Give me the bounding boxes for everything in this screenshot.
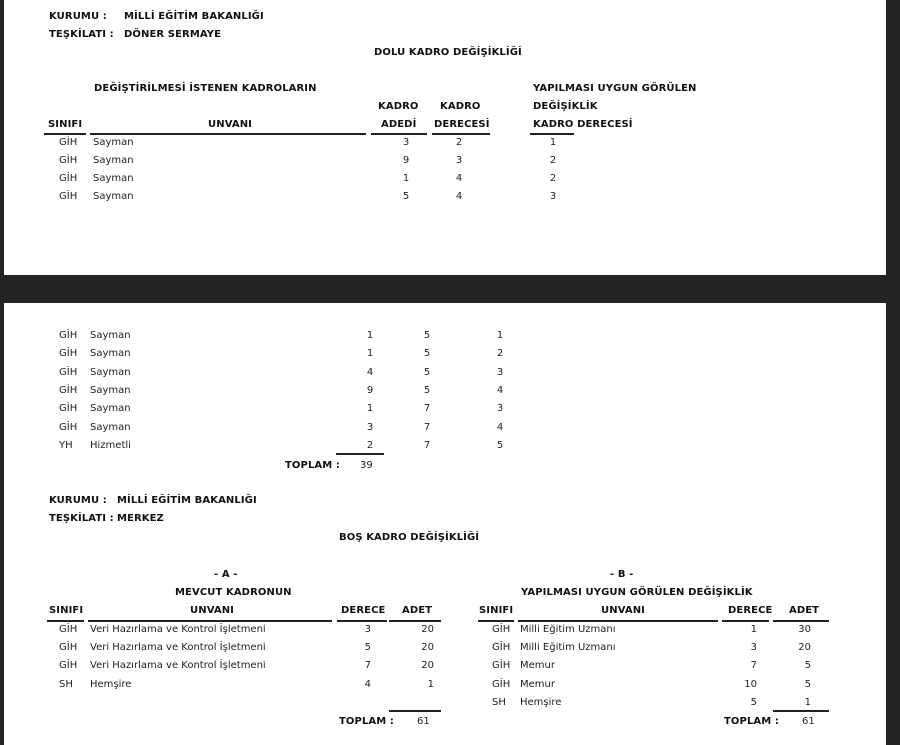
cell-kadro-adedi: 9	[366, 384, 374, 396]
cell-kadro-derecesi: 5	[423, 384, 431, 396]
cell-derece: 1	[750, 624, 757, 635]
section-b-header-sinifi: SINIFI	[479, 605, 514, 616]
header-yeni-derece: KADRO DERECESİ	[533, 119, 633, 130]
header-kadro-derecesi-2: DERECESİ	[434, 119, 490, 130]
teskilati-label: TEŞKİLATI :	[49, 29, 114, 40]
kurumu-label: KURUMU :	[49, 11, 107, 22]
cell-yeni-derece: 1	[549, 137, 557, 148]
cell-adet: 5	[804, 678, 811, 690]
document-page-1	[4, 0, 886, 275]
section-b-marker: - B -	[610, 569, 634, 580]
cell-adet: 20	[421, 660, 434, 672]
cell-unvani: Memur	[520, 678, 555, 690]
section-a-underline-sinifi	[47, 620, 84, 622]
cell-sinifi: GİH	[59, 155, 78, 166]
cell-kadro-derecesi: 7	[423, 439, 431, 451]
section-a-toplam-label: TOPLAM :	[339, 716, 394, 727]
section-a-header-unvani: UNVANI	[190, 605, 234, 616]
cell-adet: 5	[804, 660, 811, 672]
header-unvani: UNVANI	[208, 119, 252, 130]
cell-derece: 7	[364, 660, 371, 672]
section-b-underline-derece	[722, 620, 769, 622]
cell-sinifi: GİH	[59, 624, 78, 635]
cell-unvani: Sayman	[93, 173, 134, 184]
cell-adet: 20	[421, 642, 434, 654]
section-b-header-adet: ADET	[789, 605, 820, 616]
cell-unvani: Veri Hazırlama ve Kontrol İşletmeni	[90, 624, 266, 635]
cell-yeni-derece: 2	[549, 173, 557, 184]
document-page-2	[4, 303, 886, 745]
cell-yeni-derece: 2	[496, 348, 504, 360]
cell-unvani: Sayman	[93, 137, 134, 148]
section-b-header-derece: DERECE	[728, 605, 773, 616]
cell-derece: 5	[364, 642, 371, 654]
cell-sinifi: GİH	[59, 191, 78, 202]
cell-kadro-adedi: 5	[402, 191, 410, 202]
cell-yeni-derece: 5	[496, 439, 504, 451]
section-a-underline-adet	[389, 620, 441, 622]
cell-adet: 1	[427, 678, 434, 690]
cell-sinifi: GİH	[492, 660, 511, 672]
cell-unvani: Memur	[520, 660, 555, 672]
teskilati-value-2: MERKEZ	[117, 513, 164, 524]
right-group-heading-1: YAPILMASI UYGUN GÖRÜLEN	[533, 83, 697, 94]
cell-sinifi: GİH	[492, 678, 511, 690]
page-title-2: BOŞ KADRO DEĞİŞİKLİĞİ	[339, 532, 480, 543]
cell-kadro-derecesi: 3	[455, 155, 463, 166]
section-a-underline-toplam	[389, 710, 441, 712]
cell-unvani: Veri Hazırlama ve Kontrol İşletmeni	[90, 660, 266, 672]
teskilati-label-2: TEŞKİLATI :	[49, 513, 114, 524]
cell-kadro-derecesi: 7	[423, 403, 431, 415]
section-b-underline-unvani	[518, 620, 718, 622]
section-a-header-derece: DERECE	[341, 605, 386, 616]
cell-unvani: Milli Eğitim Uzmanı	[520, 624, 616, 635]
kurumu-value: MİLLİ EĞİTİM BAKANLIĞI	[124, 11, 264, 22]
section-b-heading: YAPILMASI UYGUN GÖRÜLEN DEĞİŞİKLİK	[521, 587, 753, 598]
cell-unvani: Hemşire	[90, 678, 132, 690]
cell-kadro-derecesi: 5	[423, 330, 431, 341]
cell-unvani: Sayman	[90, 330, 131, 341]
cell-derece: 5	[750, 696, 757, 708]
cell-sinifi: GİH	[59, 137, 78, 148]
header-kadro-adedi-1: KADRO	[378, 101, 419, 112]
cell-adet: 20	[798, 642, 811, 654]
header-sinifi: SINIFI	[48, 119, 83, 130]
section-a-toplam-value: 61	[417, 716, 430, 727]
cell-kadro-adedi: 1	[402, 173, 410, 184]
cell-kadro-adedi: 4	[366, 366, 374, 378]
cell-sinifi: GİH	[492, 624, 511, 635]
cell-sinifi: GİH	[59, 173, 78, 184]
cell-unvani: Sayman	[90, 403, 131, 415]
cell-kadro-adedi: 1	[366, 348, 374, 360]
cell-kadro-derecesi: 5	[423, 366, 431, 378]
cell-sinifi: GİH	[59, 403, 78, 415]
cell-yeni-derece: 1	[496, 330, 504, 341]
cell-kadro-derecesi: 4	[455, 173, 463, 184]
cell-unvani: Sayman	[93, 155, 134, 166]
cell-sinifi: GİH	[59, 384, 78, 396]
section-a-header-adet: ADET	[402, 605, 433, 616]
cell-yeni-derece: 4	[496, 384, 504, 396]
cell-derece: 3	[750, 642, 757, 654]
cell-yeni-derece: 3	[496, 403, 504, 415]
cell-derece: 7	[750, 660, 757, 672]
underline-derecesi	[432, 133, 490, 135]
cell-kadro-derecesi: 7	[423, 421, 431, 433]
header-kadro-adedi-2: ADEDİ	[381, 119, 417, 130]
kurumu-label-2: KURUMU :	[49, 495, 107, 506]
cell-unvani: Hemşire	[520, 696, 562, 708]
section-a-underline-unvani	[88, 620, 332, 622]
cell-kadro-derecesi: 4	[455, 191, 463, 202]
section-b-underline-toplam	[773, 710, 829, 712]
section-b-underline-adet	[773, 620, 829, 622]
cell-kadro-adedi: 3	[402, 137, 410, 148]
cell-derece: 10	[744, 678, 757, 690]
underline-yeni-derece	[530, 133, 574, 135]
cell-unvani: Sayman	[90, 421, 131, 433]
cell-sinifi: GİH	[59, 366, 78, 378]
cell-unvani: Sayman	[93, 191, 134, 202]
cell-kadro-adedi: 1	[366, 403, 374, 415]
section-a-heading: MEVCUT KADRONUN	[175, 587, 292, 598]
cell-sinifi: GİH	[59, 642, 78, 654]
cell-sinifi: GİH	[59, 421, 78, 433]
cell-unvani: Sayman	[90, 384, 131, 396]
cell-sinifi: YH	[59, 439, 73, 451]
cell-kadro-derecesi: 5	[423, 348, 431, 360]
teskilati-value: DÖNER SERMAYE	[124, 29, 222, 40]
toplam-label: TOPLAM :	[285, 460, 340, 471]
section-a-marker: - A -	[214, 569, 238, 580]
cell-sinifi: SH	[492, 696, 506, 708]
underline-adedi	[371, 133, 427, 135]
cell-kadro-adedi: 3	[366, 421, 374, 433]
section-a-header-sinifi: SINIFI	[49, 605, 84, 616]
kurumu-value-2: MİLLİ EĞİTİM BAKANLIĞI	[117, 495, 257, 506]
cell-kadro-derecesi: 2	[455, 137, 463, 148]
cell-sinifi: GİH	[59, 660, 78, 672]
cell-sinifi: GİH	[59, 348, 78, 360]
toplam-value: 39	[360, 460, 373, 471]
cell-unvani: Milli Eğitim Uzmanı	[520, 642, 616, 654]
cell-unvani: Sayman	[90, 366, 131, 378]
cell-yeni-derece: 4	[496, 421, 504, 433]
cell-kadro-adedi: 1	[366, 330, 374, 341]
section-b-underline-sinifi	[478, 620, 514, 622]
cell-adet: 1	[804, 696, 811, 708]
page-title: DOLU KADRO DEĞİŞİKLİĞİ	[374, 47, 522, 58]
underline-sinifi	[44, 133, 86, 135]
cell-unvani: Veri Hazırlama ve Kontrol İşletmeni	[90, 642, 266, 654]
cell-sinifi: GİH	[59, 330, 78, 341]
cell-adet: 30	[798, 624, 811, 635]
cell-sinifi: SH	[59, 678, 73, 690]
left-group-heading: DEĞİŞTİRİLMESİ İSTENEN KADROLARIN	[94, 83, 317, 94]
cell-derece: 3	[364, 624, 371, 635]
cell-yeni-derece: 3	[549, 191, 557, 202]
cell-yeni-derece: 2	[549, 155, 557, 166]
underline-unvani	[90, 133, 366, 135]
section-b-toplam-value: 61	[802, 716, 815, 727]
section-a-underline-derece	[337, 620, 387, 622]
header-kadro-derecesi-1: KADRO	[440, 101, 481, 112]
cell-unvani: Sayman	[90, 348, 131, 360]
cell-unvani: Hizmetli	[90, 439, 131, 451]
cell-sinifi: GİH	[492, 642, 511, 654]
section-b-toplam-label: TOPLAM :	[724, 716, 779, 727]
cell-yeni-derece: 3	[496, 366, 504, 378]
section-b-header-unvani: UNVANI	[601, 605, 645, 616]
cell-derece: 4	[364, 678, 371, 690]
cell-kadro-adedi: 2	[366, 439, 374, 451]
cell-adet: 20	[421, 624, 434, 635]
cell-kadro-adedi: 9	[402, 155, 410, 166]
underline-toplam	[336, 453, 384, 455]
right-group-heading-2: DEĞİŞİKLİK	[533, 101, 598, 112]
